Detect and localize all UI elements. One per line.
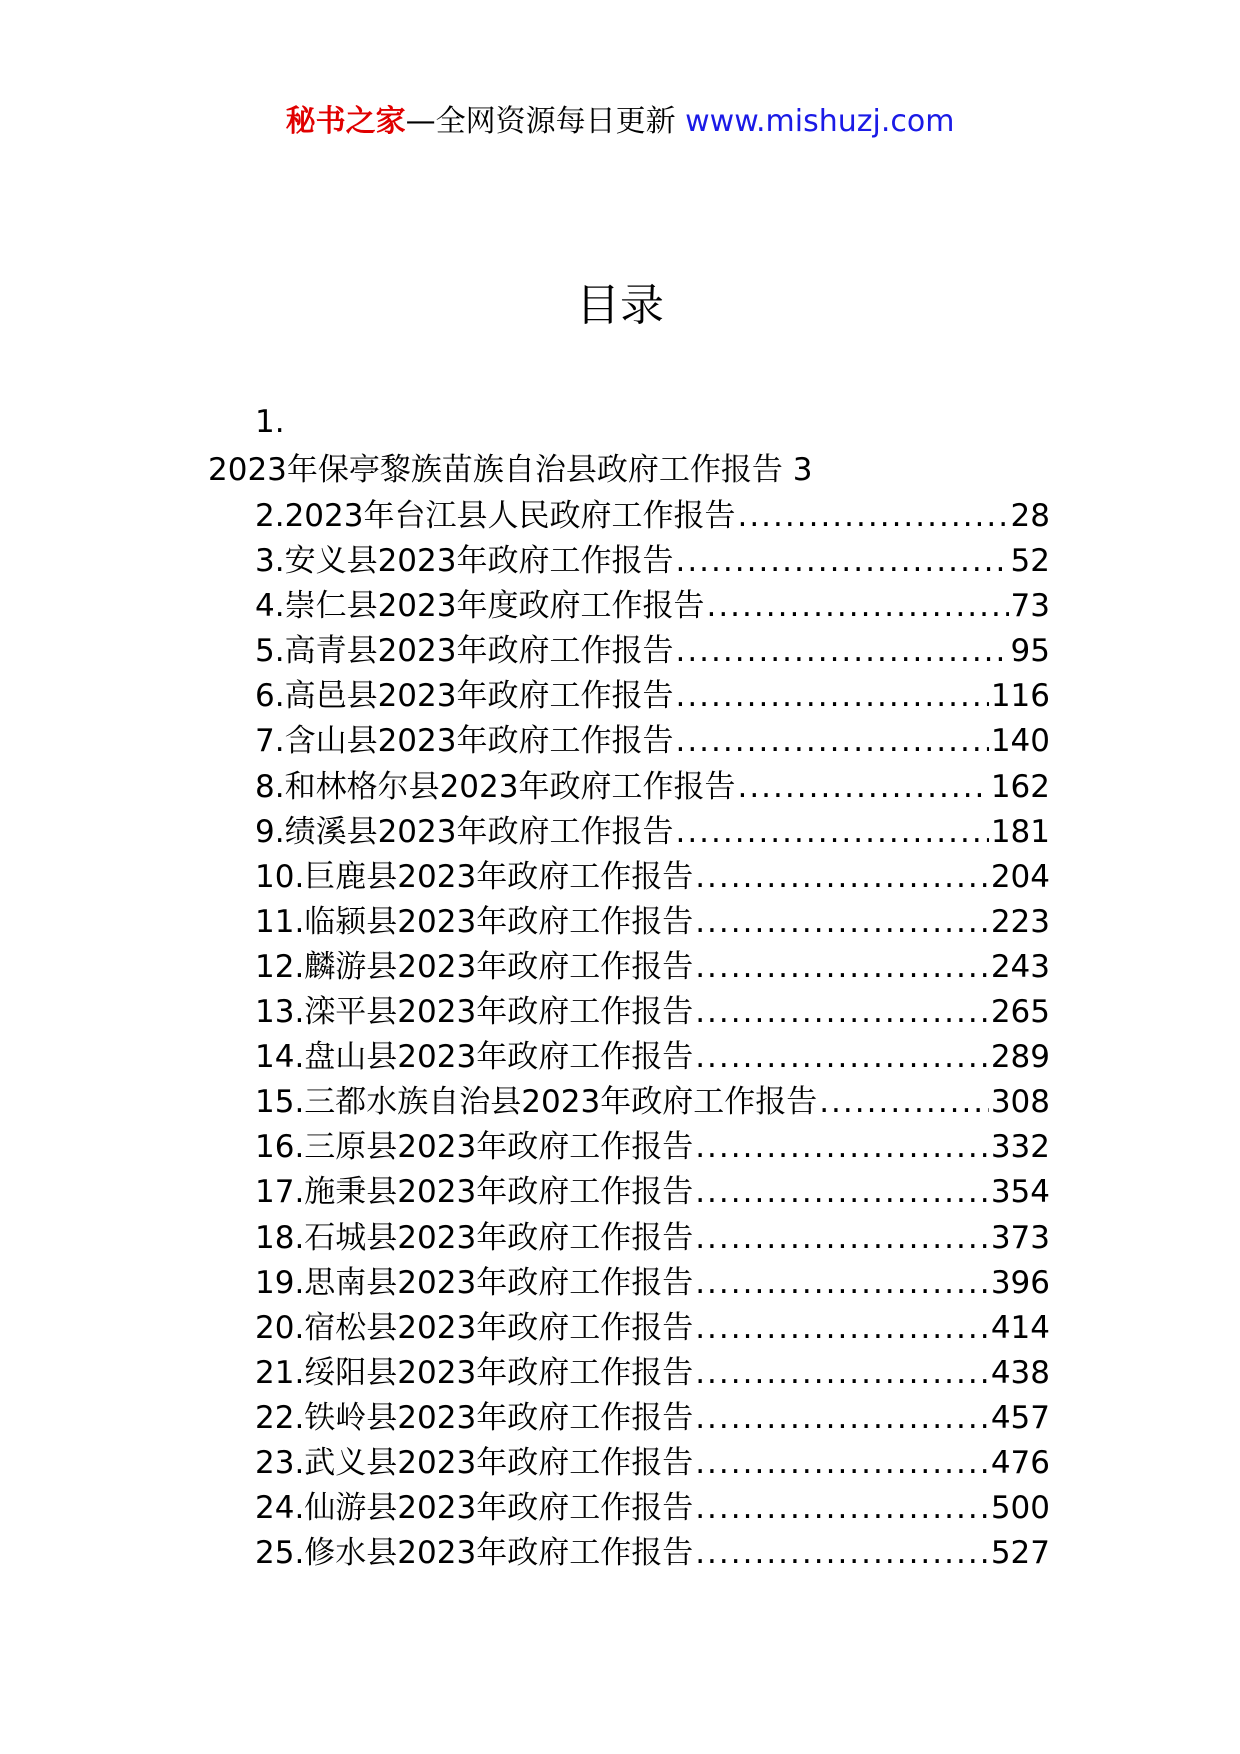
toc-dot-leader: [695, 1261, 989, 1306]
toc-entry-label: 18.石城县2023年政府工作报告: [255, 1219, 694, 1256]
toc-entry-page-number: 396: [990, 1264, 1050, 1301]
toc-entry[interactable]: [208, 584, 1050, 629]
website-link[interactable]: www.mishuzj.com: [685, 104, 955, 139]
toc-entry-page-number: 332: [990, 1129, 1050, 1166]
toc-entry-page-number: 116: [990, 678, 1050, 715]
toc-entry-label: 7.含山县2023年政府工作报告: [255, 723, 674, 760]
toc-dot-leader: [695, 1125, 989, 1170]
toc-entry-label: 22.铁岭县2023年政府工作报告: [255, 1399, 694, 1436]
toc-entry-page-number: 223: [990, 903, 1050, 940]
toc-entry[interactable]: [208, 1170, 1050, 1215]
toc-entry-label: 14.盘山县2023年政府工作报告: [255, 1039, 694, 1076]
toc-dot-leader: [819, 1080, 989, 1125]
toc-entry-label: 6.高邑县2023年政府工作报告: [255, 678, 674, 715]
toc-entry-page-number: 527: [990, 1535, 1050, 1572]
toc-entry[interactable]: [208, 1441, 1050, 1486]
toc-entry-label: 25.修水县2023年政府工作报告: [255, 1535, 694, 1572]
toc-entry-page-number: 162: [990, 768, 1050, 805]
toc-dot-leader: [675, 810, 988, 855]
toc-entry-label: 15.三都水族自治县2023年政府工作报告: [255, 1084, 818, 1121]
toc-entry[interactable]: [208, 1486, 1050, 1531]
toc-entry[interactable]: [208, 1261, 1050, 1306]
toc-entry-page-number: 354: [990, 1174, 1050, 1211]
toc-entry-label: 4.崇仁县2023年度政府工作报告: [255, 588, 705, 625]
page-header: [0, 100, 1240, 144]
toc-entry[interactable]: [208, 1125, 1050, 1170]
toc-dot-leader: [675, 674, 988, 719]
toc-dot-leader: [695, 1441, 989, 1486]
brand-name: 秘书之家: [285, 104, 406, 139]
toc-entry[interactable]: [208, 1035, 1050, 1080]
toc-entry[interactable]: [208, 1216, 1050, 1261]
toc-entry-label: 17.施秉县2023年政府工作报告: [255, 1174, 694, 1211]
toc-dot-leader: [706, 584, 1008, 629]
toc-entry-label: 23.武义县2023年政府工作报告: [255, 1444, 694, 1481]
toc-dot-leader: [695, 1396, 989, 1441]
toc-dot-leader: [737, 765, 988, 810]
toc-entry-label: 19.思南县2023年政府工作报告: [255, 1264, 694, 1301]
toc-entry-page-number: 140: [990, 723, 1050, 760]
toc-dot-leader: [695, 1170, 989, 1215]
toc-dot-leader: [695, 990, 989, 1035]
toc-entry[interactable]: [208, 494, 1050, 539]
toc-entry[interactable]: [208, 629, 1050, 674]
toc-dot-leader: [695, 855, 989, 900]
toc-entry-page-number: 476: [990, 1444, 1050, 1481]
table-of-contents: [208, 398, 1050, 1576]
toc-entry-label: 13.滦平县2023年政府工作报告: [255, 994, 694, 1031]
toc-entry-label: 12.麟游县2023年政府工作报告: [255, 948, 694, 985]
page-title: 目录: [576, 280, 664, 331]
toc-dot-leader: [695, 1035, 989, 1080]
toc-dot-leader: [675, 629, 1008, 674]
toc-entry-page-number: 373: [990, 1219, 1050, 1256]
toc-entry[interactable]: [208, 539, 1050, 584]
toc-entry[interactable]: [208, 945, 1050, 990]
toc-entry[interactable]: [208, 719, 1050, 764]
toc-entry-label: 2.2023年台江县人民政府工作报告: [255, 498, 736, 534]
toc-entry-page-number: 28: [1010, 498, 1050, 534]
toc-dot-leader: [695, 900, 989, 945]
toc-entry-page-number: 73: [1010, 588, 1050, 625]
toc-entry-label: 24.仙游县2023年政府工作报告: [255, 1490, 694, 1527]
toc-entry-page-number: 52: [1010, 543, 1050, 580]
toc-entry-page-number: 204: [990, 858, 1050, 895]
toc-entry[interactable]: [208, 765, 1050, 810]
toc-entry-label: 20.宿松县2023年政府工作报告: [255, 1309, 694, 1346]
toc-entry-label: 3.安义县2023年政府工作报告: [255, 543, 674, 580]
toc-dot-leader: [695, 1531, 989, 1576]
toc-entry[interactable]: [208, 990, 1050, 1035]
toc-entry[interactable]: [208, 674, 1050, 719]
toc-entry-page-number: 457: [990, 1399, 1050, 1436]
toc-entry-label: 16.三原县2023年政府工作报告: [255, 1129, 694, 1166]
toc-entry-page-number: 95: [1010, 633, 1050, 670]
toc-entry-page-number: 289: [990, 1039, 1050, 1076]
toc-entry[interactable]: [208, 855, 1050, 900]
toc-dot-leader: [695, 1351, 989, 1396]
toc-dot-leader: [695, 1216, 989, 1261]
toc-entry-label: 8.和林格尔县2023年政府工作报告: [255, 768, 736, 805]
toc-dot-leader: [675, 719, 988, 764]
header-tagline: —全网资源每日更新: [405, 104, 686, 139]
toc-entry-page-number: 265: [990, 994, 1050, 1031]
toc-entry-page-number: 414: [990, 1309, 1050, 1346]
toc-entry[interactable]: [208, 810, 1050, 855]
toc-entry-page-number: 243: [990, 948, 1050, 985]
toc-entry[interactable]: [208, 900, 1050, 945]
toc-dot-leader: [695, 1486, 989, 1531]
toc-entry-label: 5.高青县2023年政府工作报告: [255, 633, 674, 670]
toc-dot-leader: [675, 539, 1008, 584]
toc-entry-page-number: 500: [990, 1490, 1050, 1527]
toc-dot-leader: [695, 945, 989, 990]
toc-entry[interactable]: [208, 1306, 1050, 1351]
toc-entry[interactable]: [208, 1396, 1050, 1441]
toc-entry[interactable]: [208, 1080, 1050, 1125]
toc-entry-label: 11.临颍县2023年政府工作报告: [255, 903, 694, 940]
toc-entry-page-number: 308: [990, 1084, 1050, 1121]
toc-entry-page-number: 438: [990, 1354, 1050, 1391]
toc-dot-leader: [737, 494, 1008, 539]
toc-entries: [208, 494, 1050, 1576]
toc-entry-label: 9.绩溪县2023年政府工作报告: [255, 813, 674, 850]
toc-dot-leader: [695, 1306, 989, 1351]
toc-entry-page-number: 181: [990, 813, 1050, 850]
toc-first-entry-number[interactable]: 1.: [255, 404, 285, 440]
toc-first-entry-text[interactable]: 2023年保亭黎族苗族自治县政府工作报告 3: [208, 452, 813, 488]
toc-entry-label: 10.巨鹿县2023年政府工作报告: [255, 858, 694, 895]
toc-entry[interactable]: [208, 1351, 1050, 1396]
toc-entry[interactable]: [208, 1531, 1050, 1576]
toc-entry-label: 21.绥阳县2023年政府工作报告: [255, 1354, 694, 1391]
